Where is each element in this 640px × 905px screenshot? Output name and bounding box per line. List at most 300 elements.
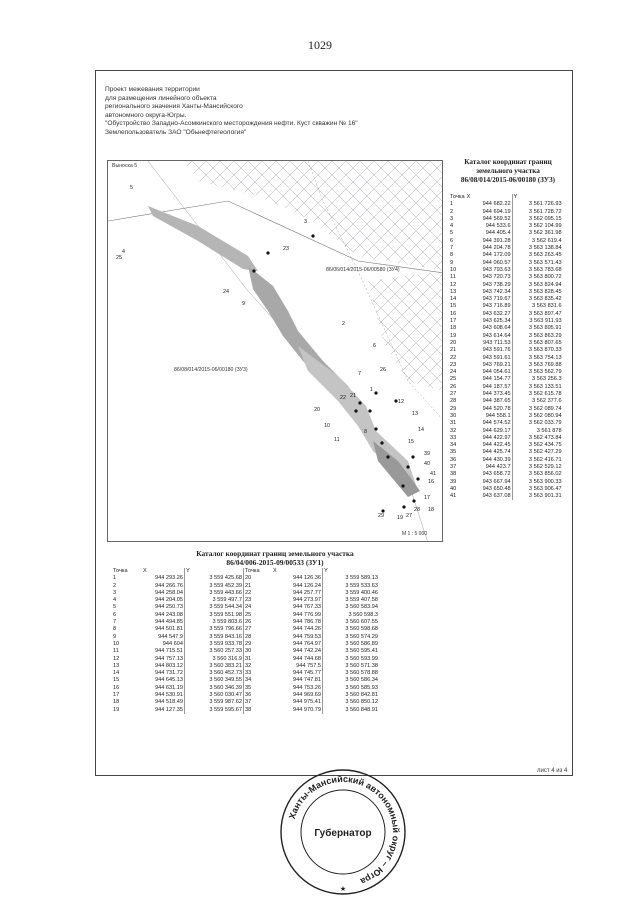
cell-point: 16 (450, 310, 457, 317)
cell-point: 29 (244, 641, 273, 648)
col-x: X (466, 194, 471, 200)
cell-point: 27 (450, 391, 457, 398)
cell-x: 943 591.61 (482, 354, 511, 361)
table-row (449, 325, 563, 332)
cell-y: 3 562 104.99 (512, 223, 563, 230)
cell-point: 10 (450, 266, 457, 273)
cell-point: 6 (113, 611, 117, 618)
point-label: 10 (324, 423, 330, 429)
table-row (449, 340, 563, 347)
table-row (449, 245, 563, 252)
cell-x: 944 558.1 (485, 412, 511, 419)
cell-x: 944 501.81 (155, 626, 183, 633)
point-label: 14 (418, 427, 424, 433)
cell-y: 3 562 416.71 (512, 457, 563, 464)
cell-x: 944 731.72 (155, 670, 183, 677)
table-row (112, 707, 379, 714)
cell-y: 3 559 544.34 (185, 604, 244, 611)
cell-y: 3 559 803.6 (185, 619, 244, 626)
table-row (112, 619, 379, 626)
table-row (449, 384, 563, 391)
cell-y: 3 560 349.55 (185, 677, 244, 684)
cell-y: 3 560 848.91 (323, 707, 380, 714)
cell-y: 3 563 800.72 (512, 274, 563, 281)
table-row (449, 420, 563, 427)
point-label: 21 (350, 393, 356, 399)
cell-x: 944 154.77 (482, 376, 511, 383)
cell-point: 38 (244, 707, 273, 714)
cell-y: 3 563 863.29 (512, 333, 563, 340)
catalog-left-title (107, 549, 443, 568)
col-point: Точка (113, 568, 128, 574)
table-row (112, 677, 379, 684)
point-label: 20 (314, 407, 320, 413)
cell-x: 944 753.26 (293, 684, 321, 691)
cell-x: 944 745.77 (293, 670, 321, 677)
cell-point: 3 (113, 589, 117, 596)
table-header-row (449, 194, 563, 201)
cell-x: 944 776.99 (293, 611, 321, 618)
catalog-title-line: 86/04/006-2015-09/00533 (ЗУ1) (226, 558, 324, 568)
cell-point: 38 (450, 471, 457, 478)
cell-point: 16 (113, 684, 120, 691)
cell-y: 3 559 589.13 (323, 575, 380, 582)
cell-point: 35 (450, 449, 457, 456)
cell-y: 3 563 856.02 (512, 471, 563, 478)
seal-ring-text: Ханты-Мансийский автономный округ – Югра (286, 773, 402, 887)
cell-x: 944 767.33 (293, 604, 321, 611)
cell-y: 3 559 400.46 (323, 590, 380, 597)
cell-point: 37 (450, 463, 457, 470)
table-row (449, 289, 563, 296)
header-line: "Обустройство Западно-Асомкинского месторождения нефти. Куст скважин № 16" (105, 120, 358, 128)
cell-point: 28 (244, 634, 273, 641)
table-row (112, 692, 379, 699)
cell-y: 3 559 533.63 (323, 583, 380, 590)
cell-point: 14 (450, 296, 457, 303)
point-label: 7 (358, 371, 361, 377)
cell-point: 13 (450, 288, 457, 295)
cell-point: 9 (113, 633, 117, 640)
table-row (449, 318, 563, 325)
cell-x: 943 637.08 (482, 493, 511, 500)
header-line: Землепользователь ЗАО "Обьнефтегеология" (105, 128, 247, 136)
cell-point: 40 (450, 485, 457, 492)
cell-point: 31 (450, 420, 457, 427)
cell-x: 944 975.41 (293, 699, 321, 706)
cell-x: 944 574.52 (482, 420, 511, 427)
table-row (449, 457, 563, 464)
cell-x: 944 204.05 (155, 597, 183, 604)
table-row (449, 471, 563, 478)
cell-point: 1 (450, 201, 454, 208)
point-label: 23 (283, 246, 289, 252)
cell-point: 20 (244, 575, 273, 582)
point-label: 17 (424, 495, 430, 501)
cell-x: 943 650.48 (482, 485, 511, 492)
seal-star-icon: ★ (339, 885, 347, 893)
catalog-right-table (449, 194, 563, 500)
cell-point: 21 (450, 347, 457, 354)
cell-y: 3 563 754.13 (512, 355, 563, 362)
cell-x: 944 172.09 (482, 252, 511, 259)
cell-x: 943 614.64 (482, 332, 511, 339)
cell-point: 36 (244, 692, 273, 699)
cell-y: 3 560 595.41 (323, 648, 380, 655)
table-row (112, 626, 379, 633)
cell-x: 944 694.19 (482, 208, 511, 215)
table-row (449, 274, 563, 281)
cell-point: 23 (244, 597, 273, 604)
cell-y: 3 563 133.51 (512, 384, 563, 391)
cell-y: 3 559 933.78 (185, 641, 244, 648)
table-row (449, 209, 563, 216)
cell-x: 944 742.24 (293, 648, 321, 655)
cell-x: 944 250.73 (155, 604, 183, 611)
table-row (112, 597, 379, 604)
cell-x: 944 204.78 (482, 245, 511, 252)
cell-y: 3 560 598.3 (323, 612, 380, 619)
cell-point: 24 (244, 604, 273, 611)
point-label: 2 (342, 321, 345, 327)
cell-point: 17 (113, 692, 120, 699)
cell-y: 3 562 615.78 (512, 391, 563, 398)
cell-y: 3 563 901.31 (512, 493, 563, 500)
cell-point: 33 (244, 670, 273, 677)
cell-y: 3 563 900.33 (512, 479, 563, 486)
table-row (449, 238, 563, 245)
cell-y: 3 560 607.55 (323, 619, 380, 626)
table-row (449, 201, 563, 208)
cell-y: 3 562 473.84 (512, 435, 563, 442)
table-row (449, 296, 563, 303)
cell-point: 20 (450, 339, 457, 346)
cell-x: 944 054.61 (482, 369, 511, 376)
cell-y: 3 559 452.39 (185, 583, 244, 590)
point-label: 40 (424, 461, 430, 467)
cell-x: 944 257.77 (293, 589, 321, 596)
cell-x: 944 126.36 (293, 575, 321, 582)
cell-x: 944 405.4 (485, 230, 511, 237)
cell-x: 943 625.34 (482, 318, 511, 325)
cell-x: 944 969.69 (293, 692, 321, 699)
seal-center-text: Губернатор (314, 828, 372, 839)
cell-point: 41 (450, 493, 457, 500)
table-row (449, 311, 563, 318)
cell-point: 6 (450, 237, 454, 244)
cell-x: 944 569.52 (482, 215, 511, 222)
cell-point: 30 (450, 412, 457, 419)
point-label: 41 (430, 471, 436, 477)
cell-y: 3 562 619.4 (512, 238, 563, 245)
cell-x: 944 757.13 (155, 655, 183, 662)
cell-x: 943 591.76 (482, 347, 511, 354)
catalog-left-table (112, 568, 379, 714)
sheet-label: лист 4 из 4 (537, 768, 568, 774)
cell-y: 3 560 574.29 (323, 634, 380, 641)
cell-y: 3 560 571.38 (323, 663, 380, 670)
table-row (449, 362, 563, 369)
cell-x: 944 266.76 (155, 582, 183, 589)
cell-point: 10 (113, 640, 120, 647)
cell-point: 4 (113, 597, 117, 604)
cell-y: 3 562 080.94 (512, 413, 563, 420)
cell-y: 3 560 383.21 (185, 663, 244, 670)
header-line: регионального значения Ханты-Мансийского (105, 103, 243, 111)
page-number: 1029 (308, 38, 332, 52)
cell-x: 944 629.17 (482, 427, 511, 434)
cell-x: 943 769.21 (482, 361, 511, 368)
cell-y: 3 559 551.98 (185, 612, 244, 619)
cell-y: 3 559 796.66 (185, 626, 244, 633)
cell-x: 944 604 (162, 640, 183, 647)
cell-point: 32 (244, 663, 273, 670)
cell-y: 3 559 595.67 (185, 707, 244, 714)
cell-y: 3 562 377.6 (512, 398, 563, 405)
cell-x: 944 547.9 (158, 633, 183, 640)
cell-point: 19 (113, 706, 120, 713)
table-row (449, 369, 563, 376)
cell-point: 23 (450, 361, 457, 368)
cell-y: 3 563 828.45 (512, 289, 563, 296)
cell-x: 944 127.35 (155, 706, 183, 713)
cell-point: 13 (113, 662, 120, 669)
cell-point: 2 (450, 208, 454, 215)
cell-x: 944 293.26 (155, 575, 183, 582)
cell-y: 3 560 586.34 (323, 677, 380, 684)
table-row (112, 648, 379, 655)
table-row (449, 376, 563, 383)
cell-y: 3 563 870.33 (512, 347, 563, 354)
col-y: Y (323, 568, 380, 575)
point-label: 6 (373, 343, 376, 349)
cell-y: 3 560 842.81 (323, 692, 380, 699)
cell-x: 943 742.34 (482, 288, 511, 295)
cell-y: 3 562 033.79 (512, 420, 563, 427)
map-drawing (108, 161, 443, 542)
cell-y: 3 560 346.39 (185, 685, 244, 692)
cell-y: 3 560 583.94 (323, 604, 380, 611)
catalog-right-title (447, 158, 569, 185)
table-row (449, 282, 563, 289)
point-label: 29 (378, 513, 384, 519)
point-label: 4 (122, 249, 125, 255)
cell-point: 2 (113, 582, 117, 589)
cell-y: 3 559 425.68 (185, 575, 244, 582)
table-row (112, 583, 379, 590)
table-row (112, 656, 379, 663)
corridor-strip (373, 441, 420, 497)
table-row (112, 670, 379, 677)
cell-y: 3 563 906.47 (512, 486, 563, 493)
cell-point: 9 (450, 259, 454, 266)
table-row (449, 267, 563, 274)
cell-y: 3 563 783.68 (512, 267, 563, 274)
point-label: 11 (334, 437, 340, 443)
cell-x: 944 631.19 (155, 684, 183, 691)
cell-y: 3 563 571.43 (512, 260, 563, 267)
cell-x: 943 716.89 (482, 303, 511, 310)
cell-point: 33 (450, 434, 457, 441)
project-header (105, 86, 358, 138)
cell-y: 3 560 316.9 (185, 656, 244, 663)
point-label: 39 (424, 451, 430, 457)
cell-point: 8 (113, 626, 117, 633)
cell-y: 3 561 878 (512, 428, 563, 435)
point-label: 27 (406, 513, 412, 519)
cell-y: 3 563 769.88 (512, 362, 563, 369)
table-row (449, 406, 563, 413)
cell-point: 18 (113, 699, 120, 706)
cell-x: 944 373.45 (482, 391, 511, 398)
table-row (112, 612, 379, 619)
cell-y: 3 560 452.73 (185, 670, 244, 677)
table-row (449, 355, 563, 362)
cell-x: 944 682.22 (482, 201, 511, 208)
cell-x: 944 786.78 (293, 619, 321, 626)
point-label: 16 (428, 479, 434, 485)
point-label: 24 (223, 289, 229, 295)
cell-x: 944 187.57 (482, 383, 511, 390)
corridor-strip (148, 206, 258, 271)
point-label: 18 (428, 507, 434, 513)
table-row (449, 223, 563, 230)
cell-x: 944 423.7 (485, 463, 511, 470)
cell-x: 944 530.91 (155, 692, 183, 699)
cell-x: 943 793.63 (482, 266, 511, 273)
cell-y: 3 559 443.66 (185, 590, 244, 597)
cell-point: 32 (450, 427, 457, 434)
cell-y: 3 560 850.12 (323, 699, 380, 706)
cell-x: 944 243.08 (155, 611, 183, 618)
cell-y: 3 560 585.93 (323, 685, 380, 692)
cell-point: 26 (244, 619, 273, 626)
cell-point: 24 (450, 369, 457, 376)
cell-y: 3 563 562.79 (512, 369, 563, 376)
cell-point: 28 (450, 398, 457, 405)
callout-label: Выноска 5 (112, 163, 138, 169)
cell-point: 15 (450, 303, 457, 310)
point-label: 26 (380, 367, 386, 373)
point-label: 28 (414, 507, 420, 513)
cell-x: 944 126.24 (293, 582, 321, 589)
table-row (112, 590, 379, 597)
point-label: 3 (304, 219, 307, 225)
cell-y: 3 562 361.98 (512, 230, 563, 237)
cell-x: 943 720.73 (482, 274, 511, 281)
table-row (449, 391, 563, 398)
cell-y: 3 563 138.84 (512, 245, 563, 252)
point-label: 15 (408, 439, 414, 445)
cell-y: 3 560 598.68 (323, 626, 380, 633)
cell-point: 7 (113, 619, 117, 626)
cell-x: 944 518.49 (155, 699, 183, 706)
cell-y: 3 559 843.16 (185, 634, 244, 641)
col-y: Y (185, 568, 244, 575)
catalog-title-line: 86/08/014/2015-06/00180 (ЗУ3) (460, 176, 556, 184)
cell-y: 3 563 835.42 (512, 296, 563, 303)
cell-x: 944 060.57 (482, 259, 511, 266)
cell-y: 3 563 911.93 (512, 318, 563, 325)
point-label: 9 (242, 301, 245, 307)
cell-y: 3 562 427.29 (512, 449, 563, 456)
table-row (449, 216, 563, 223)
cell-x: 943 719.67 (482, 296, 511, 303)
col-point: Точка (450, 194, 465, 200)
cell-point: 35 (244, 685, 273, 692)
cell-point: 11 (450, 274, 456, 281)
cell-point: 7 (450, 245, 454, 252)
cell-point: 25 (450, 376, 457, 383)
cell-x: 944 494.85 (155, 619, 183, 626)
map-scale: М 1 : 5 000 (402, 531, 428, 537)
cell-point: 14 (113, 670, 120, 677)
table-row (449, 442, 563, 449)
cell-point: 22 (450, 354, 457, 361)
cell-y: 3 562 434.75 (512, 442, 563, 449)
table-row (449, 486, 563, 493)
cell-y: 3 562 089.74 (512, 406, 563, 413)
table-row (112, 604, 379, 611)
table-row (112, 641, 379, 648)
table-row (449, 333, 563, 340)
catalog-title-line: земельного участка (476, 167, 540, 175)
point-label: 12 (398, 399, 404, 405)
cell-x: 944 744.26 (293, 626, 321, 633)
cell-y: 3 563 807.65 (512, 340, 563, 347)
cell-x: 944 391.28 (482, 237, 511, 244)
col-point: Точка (244, 568, 273, 575)
cell-point: 29 (450, 405, 457, 412)
header-line: Проект межевания территории (105, 86, 200, 93)
seal-drawing (278, 767, 408, 897)
table-row (449, 347, 563, 354)
point-label: 1 (370, 387, 373, 393)
cell-y: 3 559 497.7 (185, 597, 244, 604)
cell-x: 944 715.51 (155, 648, 183, 655)
cell-x: 944 757.5 (296, 662, 321, 669)
table-row (112, 634, 379, 641)
table-row (449, 449, 563, 456)
table-row (449, 493, 563, 500)
table-row (112, 575, 379, 582)
col-y: Y (512, 194, 563, 201)
cell-point: 22 (244, 590, 273, 597)
cell-y: 3 560 586.89 (323, 641, 380, 648)
point-label: 19 (397, 515, 403, 521)
cell-y: 3 563 824.94 (512, 282, 563, 289)
cell-x: 944 970.79 (293, 706, 321, 713)
cell-x: 944 759.53 (293, 633, 321, 640)
cell-point: 11 (113, 648, 119, 655)
cell-x: 944 764.97 (293, 640, 321, 647)
table-row (449, 428, 563, 435)
cell-point: 36 (450, 456, 457, 463)
cell-point: 21 (244, 583, 273, 590)
cell-x: 943 738.29 (482, 281, 511, 288)
cell-x: 944 533.6 (485, 223, 511, 230)
cell-x: 944 387.65 (482, 398, 511, 405)
cell-x: 943 608.64 (482, 325, 511, 332)
cell-point: 8 (450, 252, 454, 259)
cell-y: 3 563 897.47 (512, 311, 563, 318)
header-line: автономного округа-Югры. (105, 111, 187, 119)
table-row (112, 663, 379, 670)
cell-x: 944 430.39 (482, 456, 511, 463)
cell-y: 3 560 257.33 (185, 648, 244, 655)
table-row (449, 413, 563, 420)
point-label: 22 (340, 395, 346, 401)
